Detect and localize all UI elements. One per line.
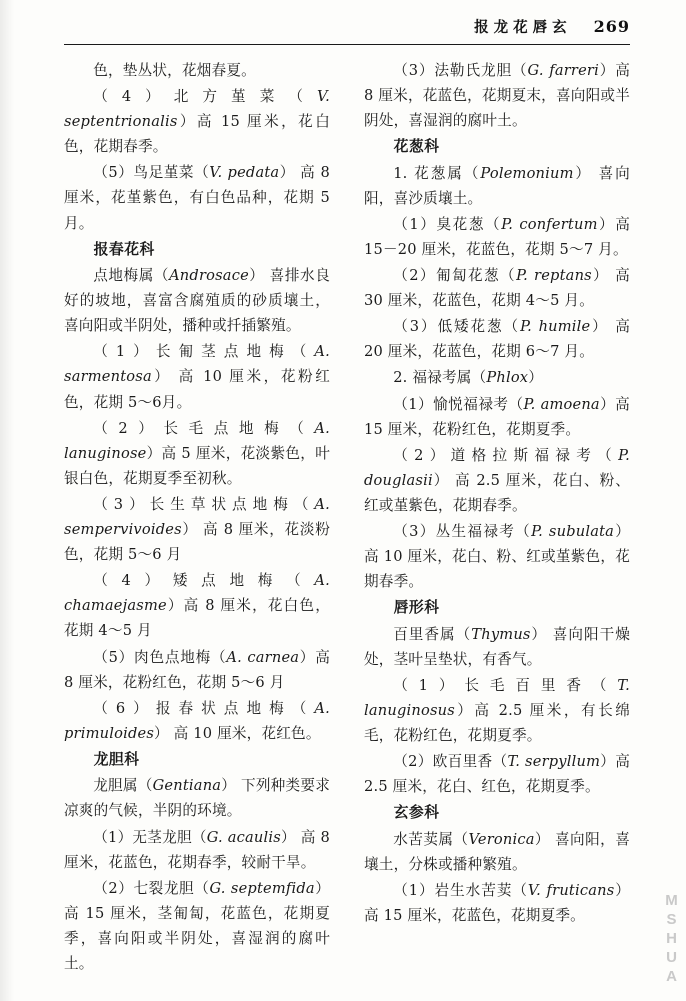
header-divider <box>64 44 630 45</box>
section-heading: 龙胆科 <box>93 750 140 768</box>
paragraph: （1）长匍茎点地梅（A. sarmentosa） 高 10 厘米，花粉红色，花期 5～6月。 <box>64 343 330 411</box>
paragraph: （5）肉色点地梅（A. carnea）高 8 厘米，花粉红色，花期 5～6 月 <box>64 648 330 691</box>
section-heading: 唇形科 <box>393 599 440 617</box>
paragraph: （5）鸟足堇菜（V. pedata） 高 8 厘米，花堇紫色，有白色品种，花期 5 月。 <box>64 164 331 232</box>
paragraph: （1）愉悦福禄考（P. amoena）高 15 厘米，花粉红色，花期夏季。 <box>364 395 630 438</box>
paragraph: （3）法勒氏龙胆（G. farreri）高 8 厘米，花蓝色，花期夏末，喜向阳或半阴处，喜湿润的腐叶土。 <box>364 62 630 130</box>
running-title: 报龙花唇玄 <box>474 19 572 36</box>
paragraph: 1. 花葱属（Polemonium） 喜向阳，喜沙质壤土。 <box>364 164 630 207</box>
section-heading: 花葱科 <box>393 138 440 156</box>
paragraph: （1）臭花葱（P. confertum）高 15－20 厘米，花蓝色，花期 5～7 月。 <box>364 215 631 258</box>
paragraph: （1）无茎龙胆（G. acaulis） 高 8 厘米，花蓝色，花期春季，较耐干旱。 <box>64 828 330 871</box>
paragraph: （2）七裂龙胆（G. septemfida）高 15 厘米，茎匍匐，花蓝色，花期夏季，喜向阳或半阴处，喜湿润的腐叶土。 <box>64 879 331 972</box>
column-left <box>64 58 330 977</box>
section-heading: 玄参科 <box>393 804 440 822</box>
paragraph: （6）报春状点地梅（A. primuloides） 高 10 厘米，花红色。 <box>64 699 330 742</box>
page-header-inner <box>474 16 630 37</box>
paragraph: （2）匍匐花葱（P. reptans） 高 30 厘米，花蓝色，花期 4～5 月。 <box>364 267 630 310</box>
paragraph: 点地梅属（Androsace） 喜排水良好的坡地，喜富含腐殖质的砂质壤土，喜向阳或半阴处，播种或扦插繁殖。 <box>64 267 330 335</box>
paragraph: 色，垫丛状，花烟春夏。 <box>93 62 256 79</box>
page-header <box>0 16 686 42</box>
paragraph: （3）长生草状点地梅（A. sempervivoides） 高 8 厘米，花淡粉色，花期 5～6 月 <box>64 495 330 564</box>
paragraph: （3）低矮花葱（P. humile） 高 20 厘米，花蓝色，花期 6～7 月。 <box>364 318 630 361</box>
paragraph: （4）矮点地梅（A. chamaejasme）高 8 厘米，花白色，花期 4～5 月 <box>64 572 330 640</box>
paragraph: （1）长毛百里香（T. lanuginosus）高 2.5 厘米，有长绵毛，花粉红色，花期夏季。 <box>364 676 630 745</box>
paragraph: （1）岩生水苦荬（V. fruticans）高 15 厘米，花蓝色，花期夏季。 <box>364 882 630 925</box>
paragraph: （2）长毛点地梅（A. lanuginose）高 5 厘米，花淡紫色，叶银白色，花期夏季至初秋。 <box>64 419 330 487</box>
text-columns <box>64 58 630 977</box>
paragraph: 百里香属（Thymus） 喜向阳干燥处，茎叶呈垫状，有香气。 <box>364 625 630 668</box>
column-right <box>364 58 630 977</box>
paragraph: 水苦荬属（Veronica） 喜向阳，喜壤土，分株或播种繁殖。 <box>364 830 630 873</box>
paragraph: （3）丛生福禄考（P. subulata）高 10 厘米，花白、粉、红或堇紫色，花期春季。 <box>364 523 631 591</box>
paragraph: （4）北方堇菜（V. septentrionalis）高 15 厘米，花白色，花期春季。 <box>64 88 330 156</box>
section-heading: 报春花科 <box>93 240 155 258</box>
paragraph: 龙胆属（Gentiana） 下列种类要求凉爽的气候，半阴的环境。 <box>64 777 330 820</box>
page-edge-shadow <box>0 0 14 1001</box>
paragraph: （2）欧百里香（T. serpyllum）高 2.5 厘米，花白、红色，花期夏季。 <box>364 753 631 796</box>
paragraph: （2）道格拉斯福禄考（P. douglasii） 高 2.5 厘米，花白、粉、红或堇紫色，花期春季。 <box>364 446 630 514</box>
page-number: 269 <box>593 17 630 36</box>
paragraph: 2. 福禄考属（Phlox） <box>393 369 544 387</box>
watermark: MSHUA <box>663 892 680 987</box>
